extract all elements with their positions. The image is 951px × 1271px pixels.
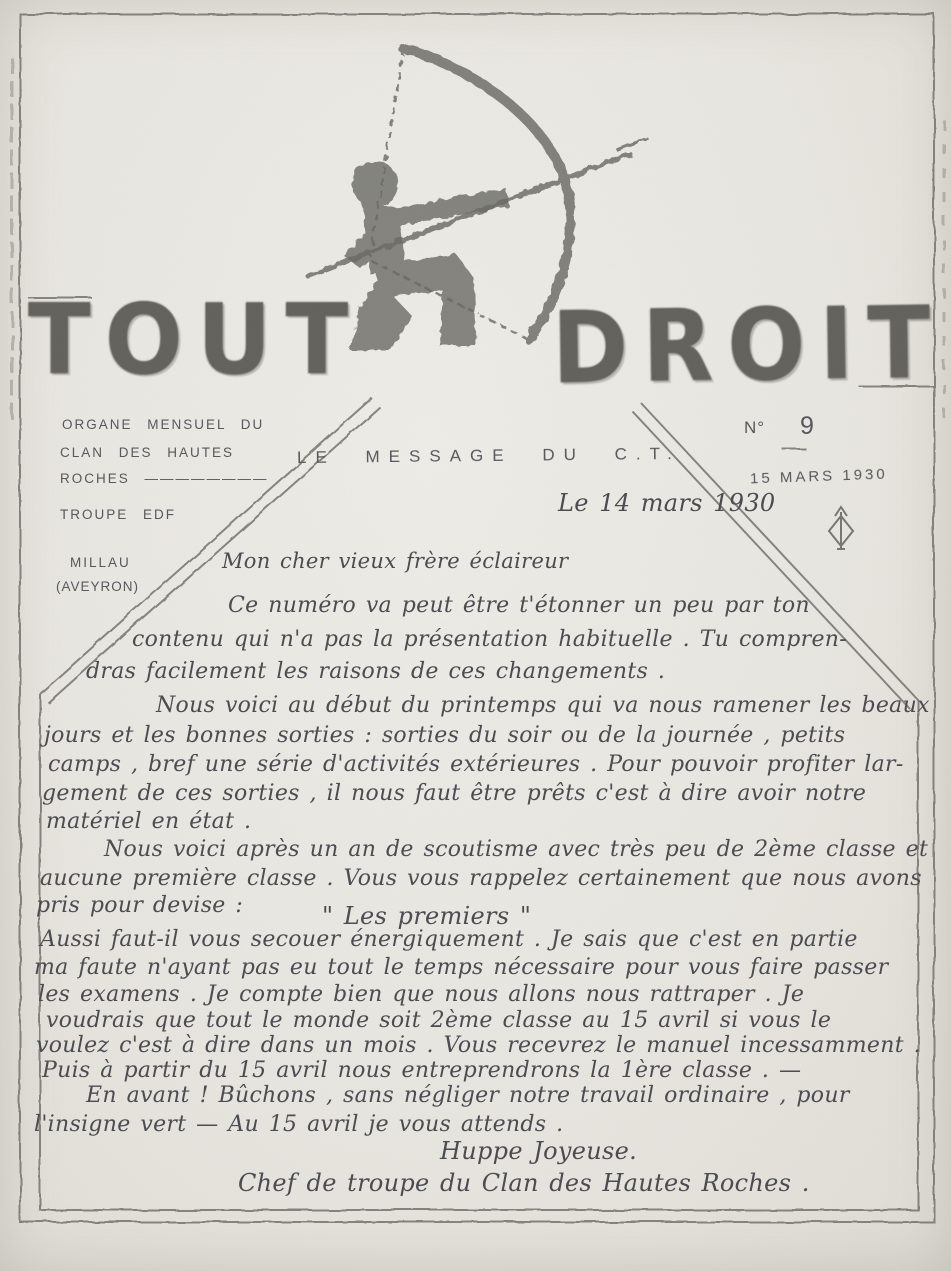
letter-line: dras facilement les raisons de ces changements . — [86, 659, 666, 684]
message-date: Le 14 mars 1930 — [558, 489, 776, 517]
issue-number-label: N° — [744, 418, 766, 437]
letter-signature: Huppe Joyeuse. — [440, 1137, 638, 1165]
letter-line: Ce numéro va peut être t'étonner un peu par ton — [228, 593, 810, 618]
letter-line: matériel en état . — [46, 809, 252, 834]
issue-date: 15 MARS 1930 — [749, 465, 888, 488]
organ-line: TROUPE EDF — [60, 507, 177, 522]
letter-signature-role: Chef de troupe du Clan des Hautes Roches . — [238, 1169, 810, 1197]
arrow-diamond-icon — [826, 504, 856, 552]
letter-line: pris pour devise : — [36, 893, 244, 918]
letter-line: voudrais que tout le monde soit 2ème classe au 15 avril si vous le — [46, 1008, 832, 1033]
organ-place: MILLAU — [70, 555, 131, 570]
masthead-word-left: TOUT — [28, 282, 363, 397]
letter-line: contenu qui n'a pas la présentation habituelle . Tu compren- — [132, 627, 847, 652]
letter-line: voulez c'est à dire dans un mois . Vous recevrez le manuel incessamment . — [36, 1033, 921, 1058]
organ-line: ROCHES ———————— — [60, 471, 269, 486]
letter-line: ma faute n'ayant pas eu tout le temps nécessaire pour vous faire passer — [34, 955, 889, 980]
masthead-word-right: DROIT — [551, 284, 946, 407]
letter-salutation: Mon cher vieux frère éclaireur — [222, 549, 569, 573]
letter-line: l'insigne vert — Au 15 avril je vous attends . — [34, 1112, 564, 1137]
letter-line: Aussi faut-il vous secouer énergiquement . Je sais que c'est en partie — [40, 927, 858, 952]
issue-number: 9 — [800, 412, 814, 440]
letter-devise: " Les premiers " — [322, 902, 532, 930]
letter-line: aucune première classe . Vous vous rappelez certainement que nous avons — [40, 866, 922, 891]
letter-line: Nous voici au début du printemps qui va nous ramener les beaux — [156, 693, 930, 718]
organ-place: (AVEYRON) — [56, 579, 140, 594]
letter-line: gement de ces sorties , il nous faut être prêts c'est à dire avoir notre — [42, 781, 867, 806]
letter-line: Puis à partir du 15 avril nous entreprendrons la 1ère classe . — — [42, 1058, 802, 1083]
letter-line: En avant ! Bûchons , sans négliger notre travail ordinaire , pour — [86, 1083, 850, 1108]
organ-line: CLAN DES HAUTES — [60, 445, 235, 460]
letter-line: les examens . Je compte bien que nous allons nous rattraper . Je — [38, 982, 805, 1007]
letter-line: camps , bref une série d'activités extérieures . Pour pouvoir profiter lar- — [48, 752, 904, 777]
organ-line: ORGANE MENSUEL DU — [62, 417, 265, 432]
letter-line: Nous voici après un an de scoutisme avec très peu de 2ème classe et — [104, 837, 929, 862]
letter-line: jours et les bonnes sorties : sorties du soir ou de la journée , petits — [44, 723, 846, 748]
message-title: LE MESSAGE DU C.T. — [296, 443, 681, 468]
